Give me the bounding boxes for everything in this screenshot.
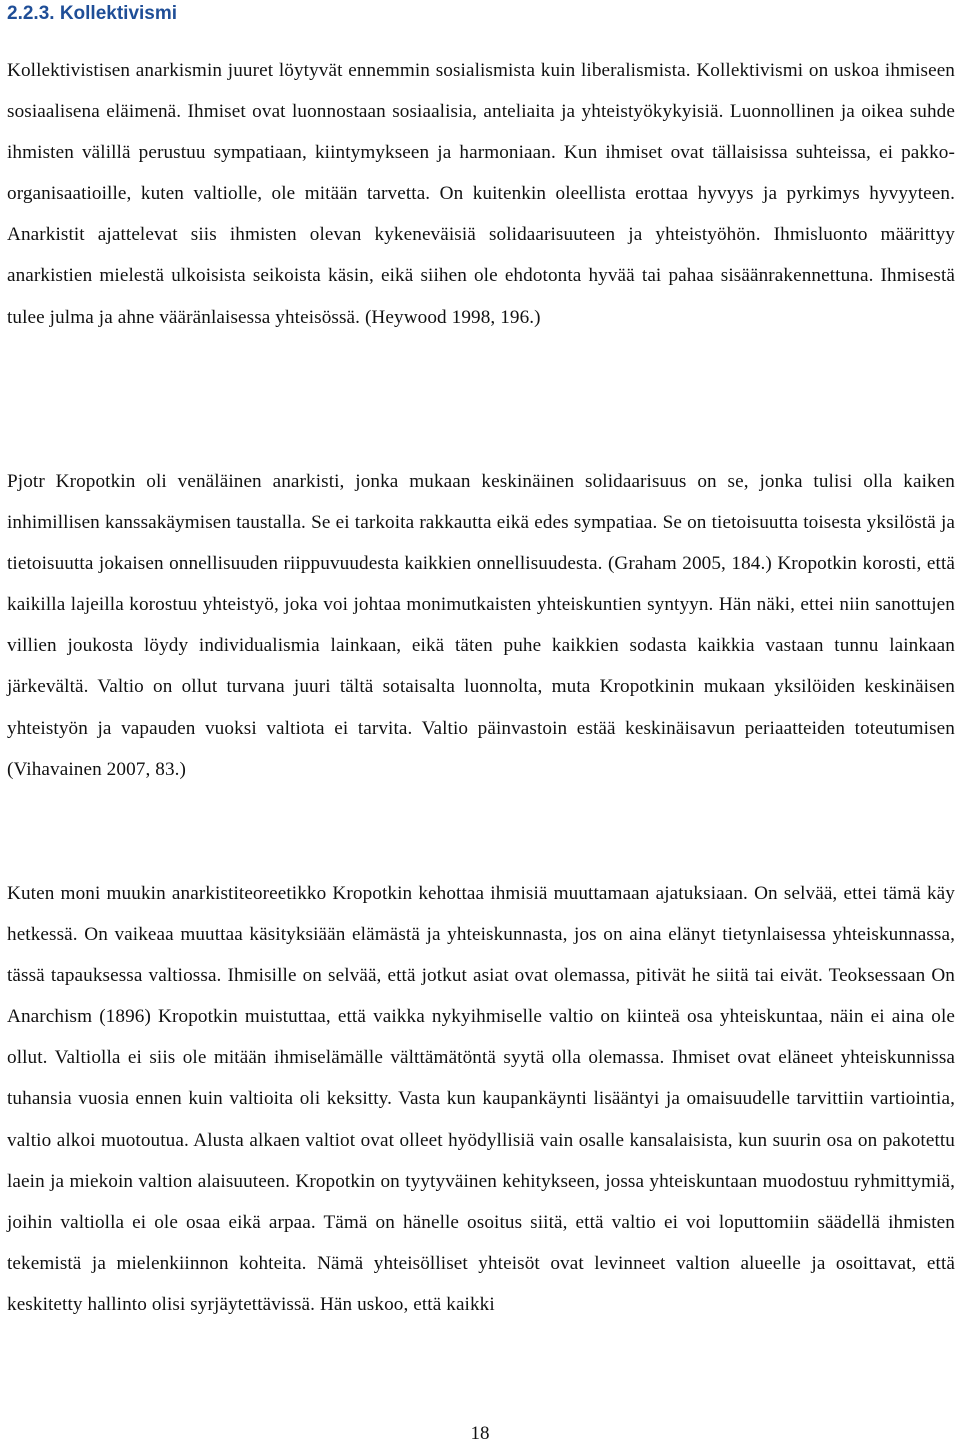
paragraph-kropotkin-solidarity: Pjotr Kropotkin oli venäläinen anarkisti, jonka mukaan keskinäinen solidaarisuus on se, jonka tulisi olla kaiken inhimillisen kanssakäymisen taustalla. Se ei tarkoita rakkautta eikä edes sympatiaa. Se on tietoisuutta toisesta yksilöstä ja tietoisuutta jokaisen onnellisuuden riippuvuudesta kaikkien onnellisuudesta. (Graham 2005, 184.) Kropotkin korosti, että kaikilla lajeilla korostuu yhteistyö, joka voi johtaa monimutkaisten yhteiskuntien syntyyn. Hän näki, ettei niin sanottujen villien joukosta löydy individualismia lainkaan, eikä täten puhe kaikkien sodasta kaikkia vastaan tunnu lainkaan järkevältä. Valtio on ollut turvana juuri tältä sotaisalta luonnolta, muta Kropotkinin mukaan yksilöiden keskinäisen yhteistyön ja vapauden vuoksi valtiota ei tarvita. Valtio päinvastoin estää keskinäisavun periaatteiden toteutumisen (Vihavainen 2007, 83.) xyxy=(7,471,955,780)
paragraph-kropotkin-state: Kuten moni muukin anarkistiteoreetikko Kropotkin kehottaa ihmisiä muuttamaan ajatuksiaan. On selvää, ettei tämä käy hetkessä. On vaikeaa muuttaa käsityksiään elämästä ja yhteiskunnasta, jos on aina elänyt tietynlaisessa yhteiskunnassa, tässä tapauksessa valtiossa. Ihmisille on selvää, että jotkut asiat ovat olemassa, pitivät he siitä tai eivät. Teoksessaan On Anarchism (1896) Kropotkin muistuttaa, että vaikka nykyihmiselle valtio on kiinteä osa yhteiskuntaa, näin ei aina ole ollut. Valtiolla ei siis ole mitään ihmiselämälle välttämätöntä syytä olla olemassa. Ihmiset ovat eläneet yhteiskunnissa tuhansia vuosia ennen kuin valtioita oli keksitty. Vasta kun kaupankäynti lisääntyi ja omaisuudelle tarvittiin vartiointia, valtio alkoi muotoutua. Alusta alkaen valtiot ovat olleet hyödyllisiä vain osalle kansalaisista, kun suurin osa on pakotettu laein ja miekoin valtion alaisuuteen. Kropotkin on tyytyväinen kehitykseen, jossa yhteiskuntaan muodostuu ryhmittymiä, joihin valtiolla ei ole osaa eikä arpaa. Tämä on hänelle osoitus siitä, että valtio ei voi loputtomiin säädellä ihmisten tekemistä ja mielenkiinnon kohteita. Nämä yhteisölliset yhteisöt ovat levinneet valtion alueelle ja osoittavat, että keskitetty hallinto olisi syrjäytettävissä. Hän uskoo, että kaikki xyxy=(7,883,955,1315)
paragraph-collectivism-intro: Kollektivistisen anarkismin juuret löytyvät ennemmin sosialismista kuin liberalismista. Kollektivismi on uskoa ihmiseen sosiaalisena eläimenä. Ihmiset ovat luonnostaan sosiaalisia, anteliaita ja yhteistyökykyisiä. Luonnollinen ja oikea suhde ihmisten välillä perustuu sympatiaan, kiintymykseen ja harmoniaan. Kun ihmiset ovat tällaisissa suhteissa, ei pakko-organisaatioille, kuten valtiolle, ole mitään tarvetta. On kuitenkin oleellista erottaa hyvyys ja pyrkimys hyvyyteen. Anarkistit ajattelevat siis ihmisten olevan kykeneväisiä solidaarisuuteen ja yhteistyöhön. Ihmisluonto määrittyy anarkistien mielestä ulkoisista seikoista käsin, eikä siihen ole ehdotonta hyvää tai pahaa sisäänrakennettuna. Ihmisestä tulee julma ja ahne vääränlaisessa yhteisössä. (Heywood 1998, 196.) xyxy=(7,60,955,328)
page-number: 18 xyxy=(470,1423,490,1444)
section-heading: 2.2.3. Kollektivismi xyxy=(7,3,178,24)
